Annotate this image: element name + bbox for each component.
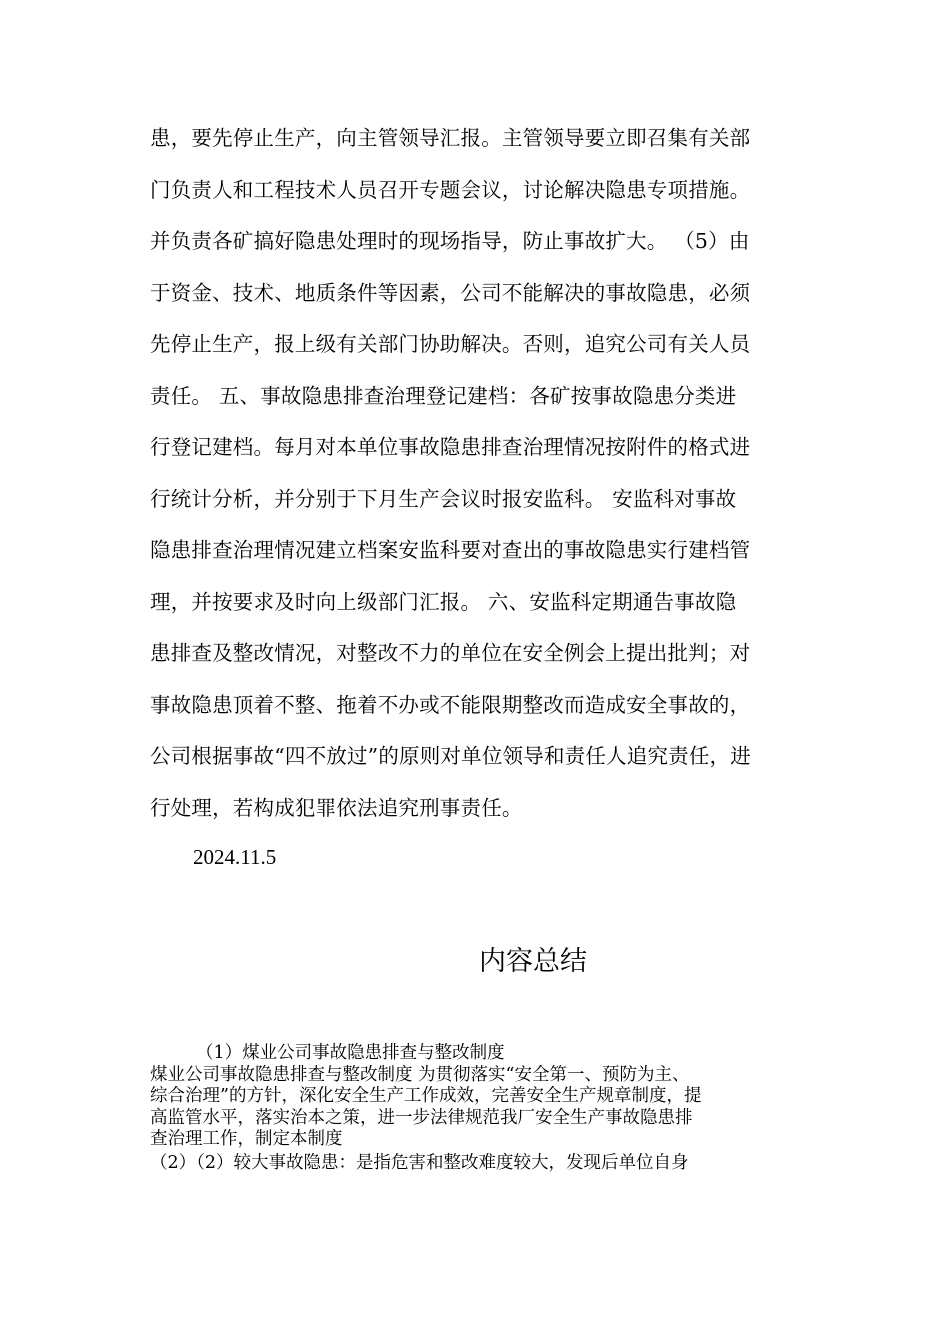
- body-line: 责任。 五、事故隐患排查治理登记建档：各矿按事故隐患分类进: [150, 383, 737, 408]
- body-line: 行统计分析，并分别于下月生产会议时报安监科。 安监科对事故: [150, 486, 737, 511]
- body-line: 先停止生产，报上级有关部门协助解决。否则，追究公司有关人员: [150, 332, 751, 356]
- summary-line: （2）（2）较大事故隐患：是指危害和整改难度较大，发现后单位自身: [150, 1152, 689, 1173]
- summary-line: 高监管水平，落实治本之策，进一步法律规范我厂安全生产事故隐患排: [150, 1107, 693, 1128]
- body-line: 行登记建档。每月对本单位事故隐患排查治理情况按附件的格式进: [150, 435, 751, 459]
- body-line: 患排查及整改情况，对整改不力的单位在安全例会上提出批判；对: [150, 641, 751, 665]
- body-line: 理，并按要求及时向上级部门汇报。 六、安监科定期通告事故隐: [150, 589, 737, 614]
- body-line: 公司根据事故“四不放过”的原则对单位领导和责任人追究责任，进: [150, 744, 751, 768]
- body-line: 门负责人和工程技术人员召开专题会议，讨论解决隐患专项措施。: [150, 177, 751, 202]
- document-body: [150, 116, 810, 837]
- summary-line: （1）煤业公司事故隐患排查与整改制度: [196, 1043, 505, 1063]
- summary-line: 综合治理”的方针，深化安全生产工作成效，完善安全生产规章制度，提: [150, 1086, 702, 1106]
- body-line: 隐患排查治理情况建立档案安监科要对查出的事故隐患实行建档管: [150, 538, 751, 562]
- body-line: 行处理，若构成犯罪依法追究刑事责任。: [150, 795, 523, 820]
- summary-line: 煤业公司事故隐患排查与整改制度 为贯彻落实“安全第一、预防为主、: [150, 1064, 690, 1085]
- summary-title: 内容总结: [479, 946, 587, 977]
- summary-section: [150, 1043, 810, 1174]
- document-date: 2024.11.5: [193, 845, 277, 869]
- body-line: 事故隐患顶着不整、拖着不办或不能限期整改而造成安全事故的，: [150, 692, 751, 717]
- summary-line: 查治理工作，制定本制度: [150, 1129, 343, 1149]
- body-line: 患，要先停止生产，向主管领导汇报。主管领导要立即召集有关部: [150, 126, 751, 150]
- body-line: 并负责各矿搞好隐患处理时的现场指导，防止事故扩大。 （5）由: [150, 229, 750, 253]
- body-line: 于资金、技术、地质条件等因素，公司不能解决的事故隐患，必须: [150, 280, 751, 305]
